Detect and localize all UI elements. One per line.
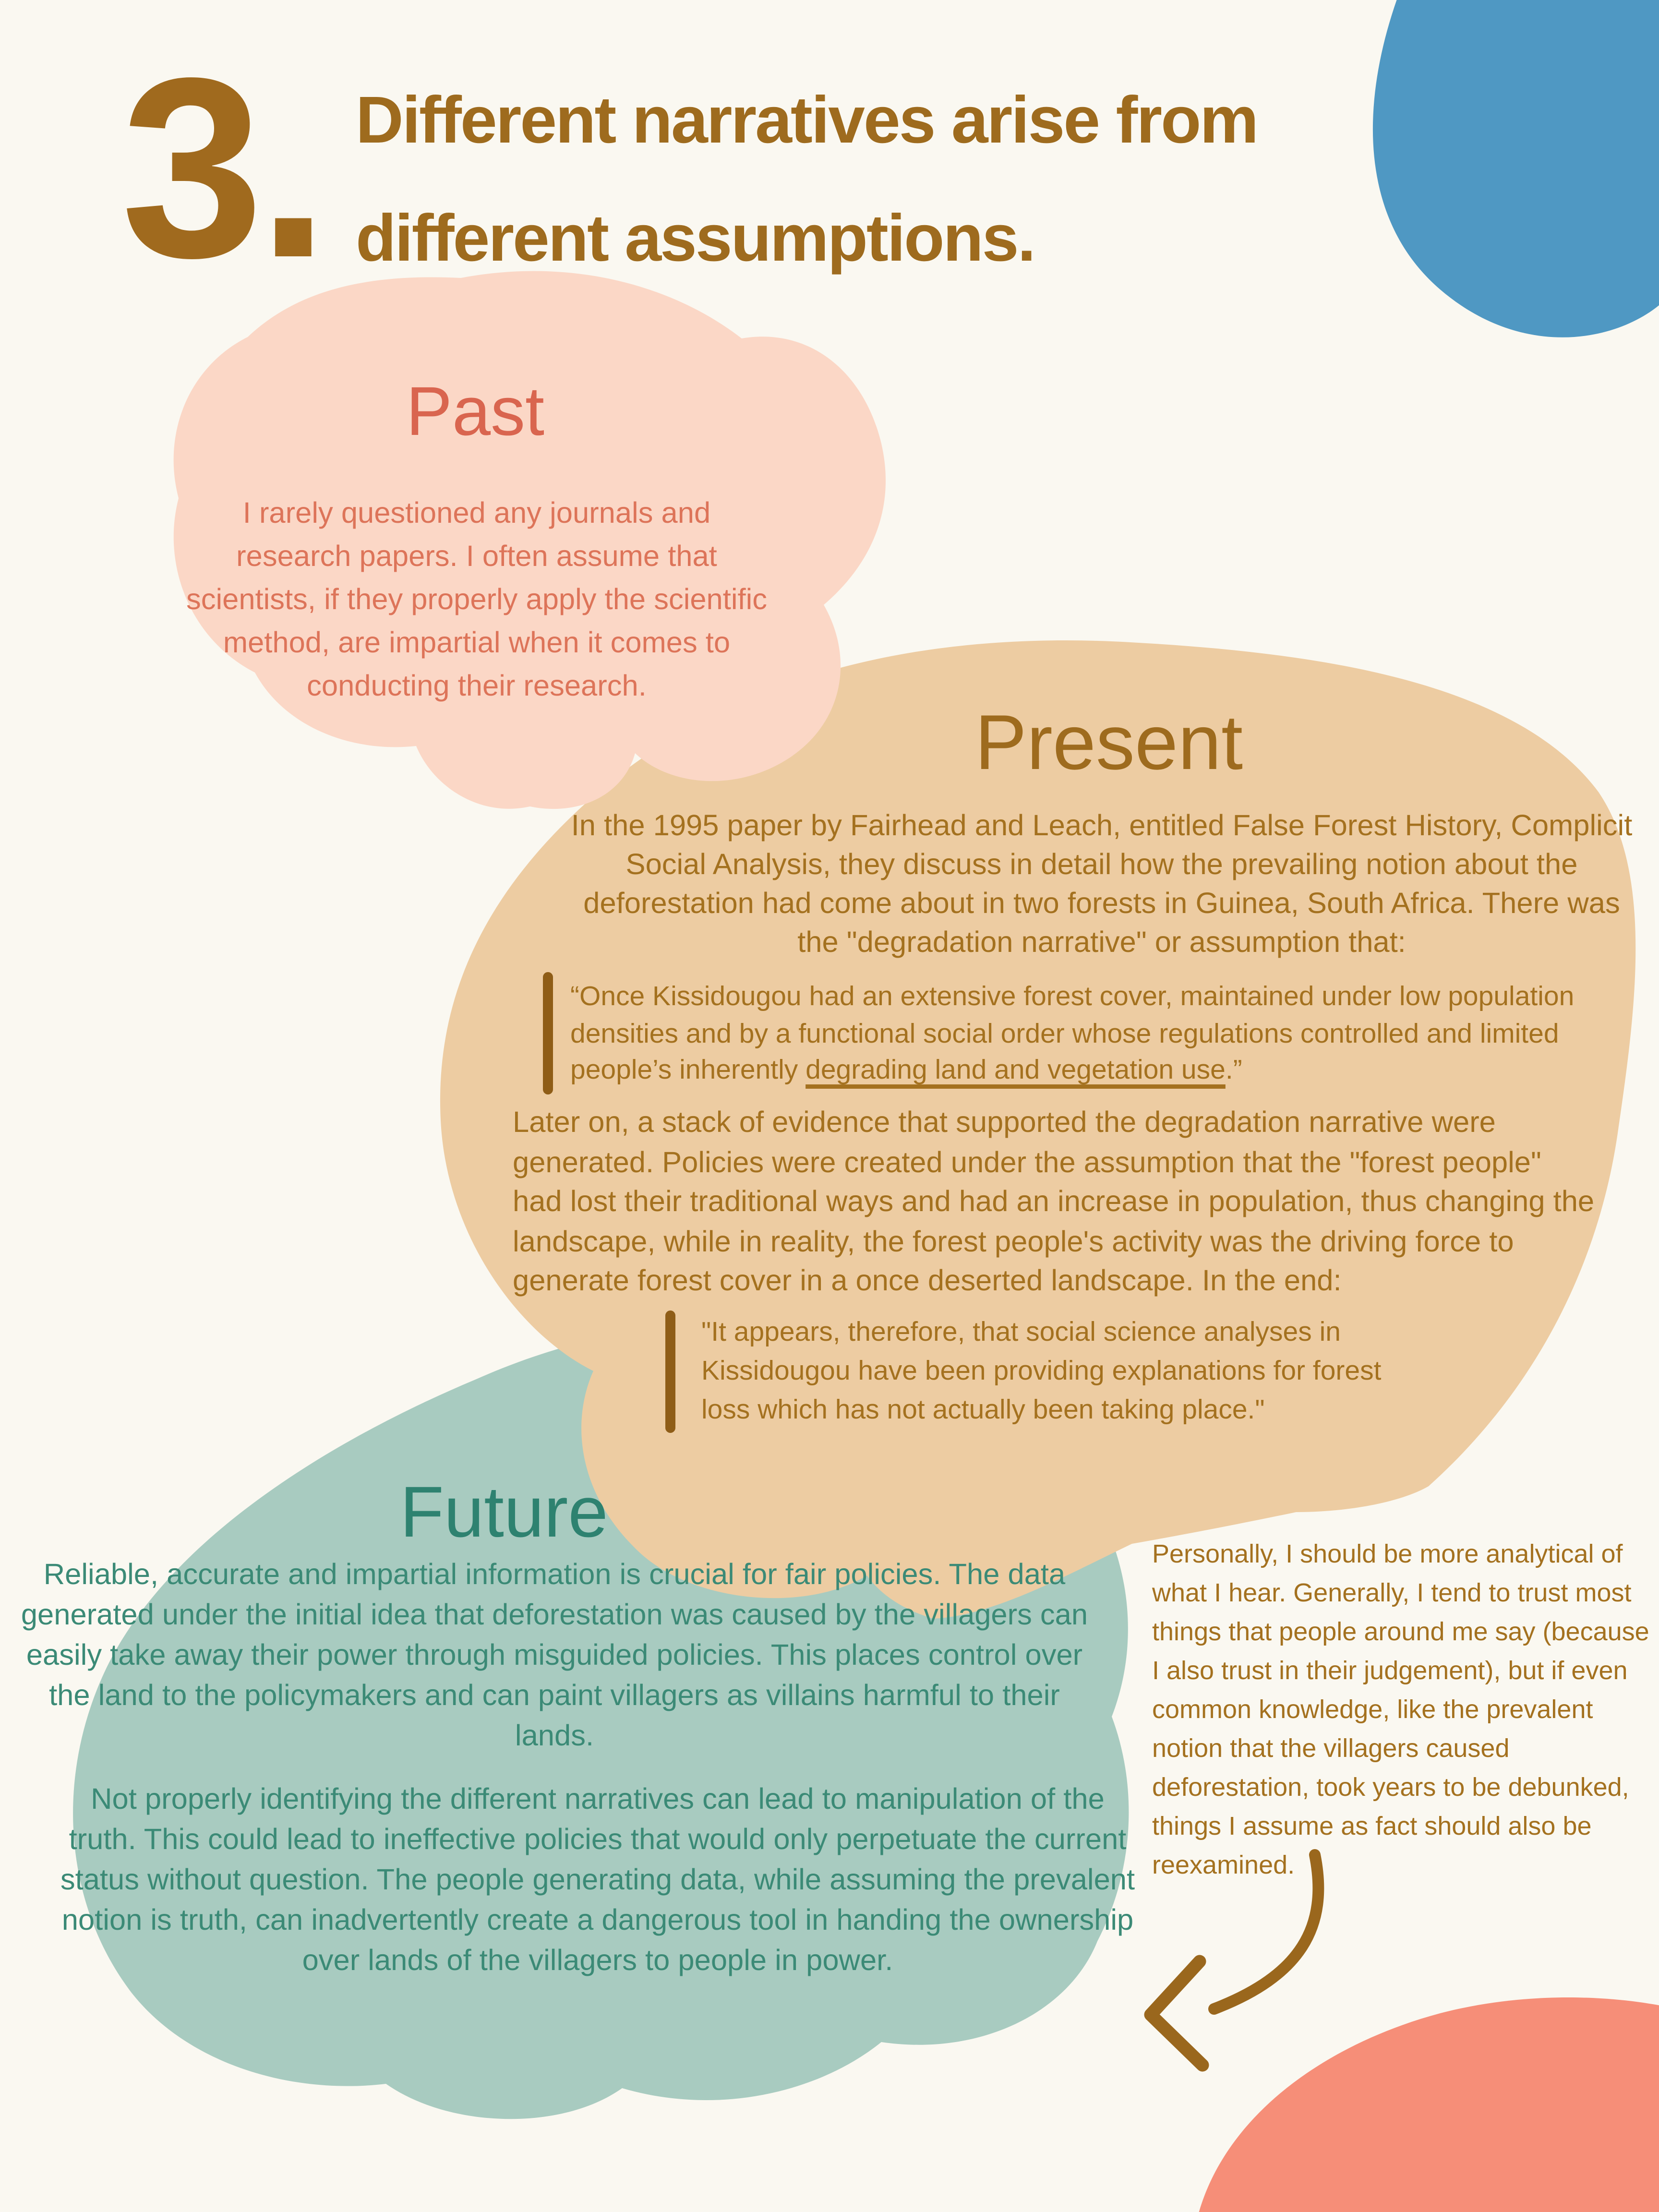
quote1-text xyxy=(570,979,1607,1090)
future-body1: Reliable, accurate and impartial information is crucial for fair policies. The data generated under the initial idea that deforestation was caused by the villagers can easily take away their power through misguided policies. This places control over the land to the policymakers and can paint villagers as villains harmful to their lands. xyxy=(21,1558,1088,1753)
past-heading: Past xyxy=(406,374,545,451)
quote1-pre: “Once Kissidougou had an extensive forest cover, maintained under low population densities and by a functional social order whose regulations controlled and limited people’s inherently xyxy=(570,982,1575,1086)
present-intro: In the 1995 paper by Fairhead and Leach, entitled False Forest History, Complicit Social Analysis, they discuss in detail how the prevailing notion about the deforestation had come about in two forests in Guinea, South Africa. There was the "degradation narrative" or assumption that: xyxy=(571,809,1633,959)
personal-note: Personally, I should be more analytical of what I hear. Generally, I tend to trust most things that people around me say (because I also trust in their judgement), but if even common knowledge, like the prevalent notion that the villagers caused deforestation, took years to be debunked, things I assume as fact should also be reexamined. xyxy=(1152,1539,1649,1879)
page-title-line1: Different narratives arise from xyxy=(356,82,1258,157)
blue-blob xyxy=(1373,0,1659,337)
present-heading: Present xyxy=(974,700,1243,786)
curved-arrow-left-icon xyxy=(1151,1855,1318,2065)
quote1-bar xyxy=(543,972,553,1094)
page-title-line2: different assumptions. xyxy=(356,200,1034,275)
past-body: I rarely questioned any journals and research papers. I often assume that scientists, if they properly apply the scientific method, are impartial when it comes to conducting their research. xyxy=(186,497,768,703)
present-body2: Later on, a stack of evidence that supported the degradation narrative were generated. Policies were created under the assumption that the "forest people" had lost their traditional ways and had an increase in population, thus changing the landscape, while in reality, the forest people's activity was the driving force to generate forest cover in a once deserted landscape. In the end: xyxy=(513,1106,1595,1298)
quote2-text: "It appears, therefore, that social science analyses in Kissidougou have been providing explanations for forest loss which has not actually been taking place." xyxy=(701,1318,1382,1426)
coral-blob xyxy=(1195,1997,1659,2212)
quote1-post: .” xyxy=(1225,1056,1242,1086)
quote1-underlined-phrase: degrading land and vegetation use xyxy=(805,1056,1226,1086)
section-number: 3. xyxy=(121,24,324,311)
future-heading: Future xyxy=(400,1472,608,1552)
future-body2: Not properly identifying the different narratives can lead to manipulation of the truth. This could lead to ineffective policies that would only perpetuate the current status without question. The people generating data, while assuming the prevalent notion is truth, can inadvertently create a dangerous tool in handing the ownership over lands of the villagers to people in power. xyxy=(60,1783,1135,1977)
quote2-bar xyxy=(665,1310,675,1433)
